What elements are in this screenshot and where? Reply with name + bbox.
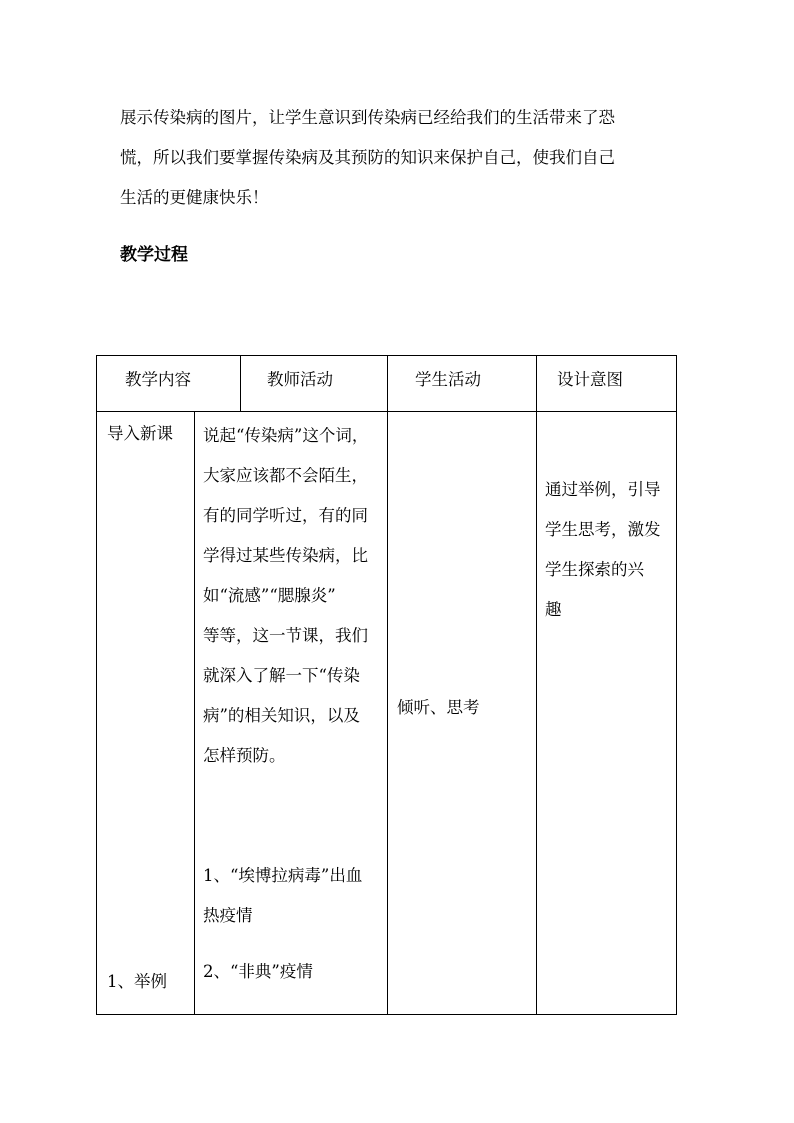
content-intro: 导入新课 xyxy=(107,424,173,443)
col-divider-3 xyxy=(536,356,537,1014)
teacher-line: 病”的相关知识，以及 xyxy=(203,706,360,725)
intro-line: 生活的更健康快乐！ xyxy=(120,188,269,207)
col-divider-2 xyxy=(387,356,388,1014)
design-line: 通过举例，引导 xyxy=(545,480,661,499)
lesson-table xyxy=(96,355,677,1015)
body-divider-1 xyxy=(194,411,195,1014)
teacher-line: 大家应该都不会陌生， xyxy=(203,466,368,485)
teacher-line: 1、“埃博拉病毒”出血 xyxy=(203,866,363,885)
header-content: 教学内容 xyxy=(125,370,191,389)
design-line: 趣 xyxy=(545,600,562,619)
teacher-line: 怎样预防。 xyxy=(203,746,286,765)
teacher-example-1 xyxy=(203,856,387,936)
student-activity: 倾听、思考 xyxy=(397,698,480,717)
header-design: 设计意图 xyxy=(557,370,623,389)
content-example: 1、举例 xyxy=(107,972,167,991)
intro-paragraph xyxy=(120,98,690,218)
teacher-line: 等等，这一节课，我们 xyxy=(203,626,368,645)
intro-line: 展示传染病的图片，让学生意识到传染病已经给我们的生活带来了恐 xyxy=(120,108,615,127)
section-heading: 教学过程 xyxy=(120,245,188,265)
teacher-line: 有的同学听过，有的同 xyxy=(203,506,368,525)
teacher-line: 如“流感”“腮腺炎” xyxy=(203,586,336,605)
teacher-line: 学得过某些传染病，比 xyxy=(203,546,368,565)
intro-line: 慌，所以我们要掌握传染病及其预防的知识来保护自己，使我们自己 xyxy=(120,148,615,167)
header-row-divider xyxy=(97,411,676,412)
design-line: 学生思考，激发 xyxy=(545,520,661,539)
header-student: 学生活动 xyxy=(415,370,481,389)
teacher-line: 热疫情 xyxy=(203,906,253,925)
header-divider-1 xyxy=(240,356,241,411)
design-intent xyxy=(545,470,673,630)
teacher-example-2: 2、“非典”疫情 xyxy=(203,962,313,981)
teacher-line: 就深入了解一下“传染 xyxy=(203,666,360,685)
header-teacher: 教师活动 xyxy=(267,370,333,389)
teacher-line: 说起“传染病”这个词， xyxy=(203,426,369,445)
teacher-activity xyxy=(203,416,387,776)
design-line: 学生探索的兴 xyxy=(545,560,644,579)
